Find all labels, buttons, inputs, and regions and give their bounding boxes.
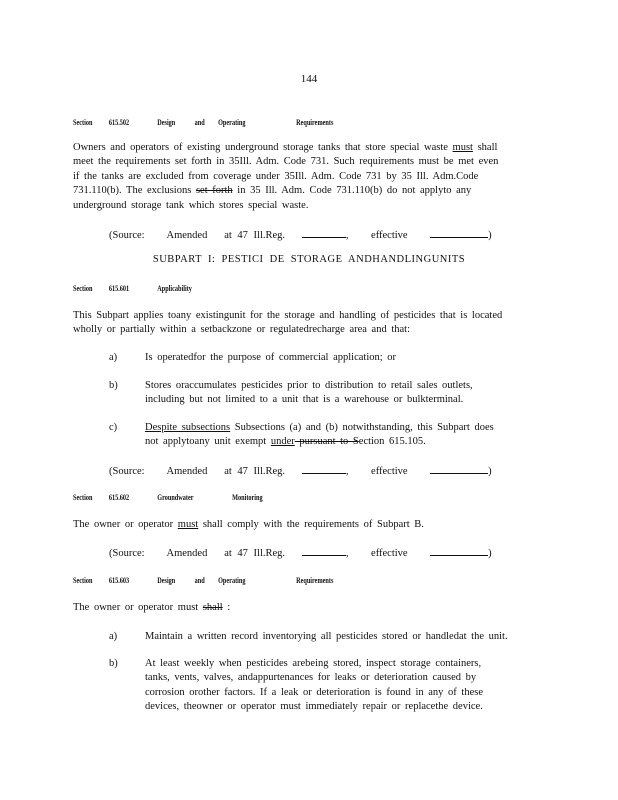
section-615-502-body: Owners and operators of existing underground storage tanks that store special waste must shall meet the requirements set forth in 35Ill. Adm. Code 731. Such requirements must be met even if the tanks are excluded from coverage under 35Ill. Adm. Code 731 by 35 Ill. Adm.Code 731.110(b). The exclusions set forth in 35 Ill. Adm. Code 731.110(b) do not applyto any underground storage tank which stores special waste. bbox=[73, 142, 499, 211]
blank-line bbox=[302, 227, 346, 238]
blank-line bbox=[430, 545, 488, 556]
blank-line bbox=[430, 227, 488, 238]
source-note-602: (Source: Amended at 47 Ill.Reg. , effective ) bbox=[109, 545, 492, 559]
section-615-601-body: This Subpart applies toany existingunit for the storage and handling of pesticides that is located wholly or partially within a setbackzone or regulatedrecharge area and that: bbox=[73, 310, 503, 336]
blank-line bbox=[430, 463, 488, 474]
section-615-602-heading: Section 615.602 Groundwater Monitoring bbox=[73, 493, 263, 502]
source-note-502: (Source: Amended at 47 Ill.Reg. , effective ) bbox=[109, 227, 492, 241]
page-number: 144 bbox=[300, 73, 318, 85]
section-615-602-body: The owner or operator must shall comply with the requirements of Subpart B. bbox=[73, 519, 424, 530]
source-note-601: (Source: Amended at 47 Ill.Reg. , effective ) bbox=[109, 463, 492, 477]
blank-line bbox=[302, 463, 346, 474]
section-615-603-body: The owner or operator must shall : bbox=[73, 602, 231, 613]
section-615-502-heading: Section 615.502 Design and Operating Requirements bbox=[73, 118, 334, 127]
section-615-603-heading: Section 615.603 Design and Operating Requirements bbox=[73, 576, 334, 585]
subpart-title: SUBPART I: PESTICI DE STORAGE ANDHANDLINGUNITS bbox=[152, 254, 466, 265]
document-page: 144 Section 615.502 Design and Operating Requirements Owners and operators of existing underground storage tanks that store special waste must shall meet the requirements set forth in 35Ill. Adm. Code 731. Such requirements must be met even if the tanks are excluded from coverage under 35Ill. Adm. Code 731 by 35 Ill. Adm.Code 731.110(b). The exclusions set forth in 35 Ill. Adm. Code 731.110(b) do not applyto any underground storage tank which stores special waste. (Source: Amended at 47 Ill.Reg. , effective ) SUBPART I: PESTICI DE STORAGE ANDHANDLINGUNITS Section 615.601 Applicability This Subpart applies toany existingunit for the storage and handling of pesticides that is located wholly or partially within a setbackzone or regulatedrecharge area and that: a) Is operatedfor the purpose of commercial application; or b) Stores oraccumulates pesticides prior to distribution to retail sales outlets, including but not limited to a unit that is a warehouse or bulkterminal. c) Despite subsections Subsections (a) and (b) notwithstanding, this Subpart does not applytoany unit exempt under pursuant to Section 615.105. (Source: Amended at 47 Ill.Reg. , effective ) Section 615.602 Groundwater Monitoring The owner or operator must shall comply with the requirements of Subpart B. (Source: Amended at 47 Ill.Reg. , effective ) Section 615.603 Design and Operating Requirements The owner or operator must shall : a) Maintain a written record inventorying all pesticides stored or handledat the unit. b) At least weekly when pesticides arebeing stored, inspect storage containers, tanks, vents, valves, andappurtenances for leaks or deterioration caused by corrosion orother factors. If a leak or deterioration is found in any of these devices, theowner or operator must immediately repair or replacethe device. bbox=[0, 0, 618, 800]
section-615-601-heading: Section 615.601 Applicability bbox=[73, 284, 192, 293]
blank-line bbox=[302, 545, 346, 556]
